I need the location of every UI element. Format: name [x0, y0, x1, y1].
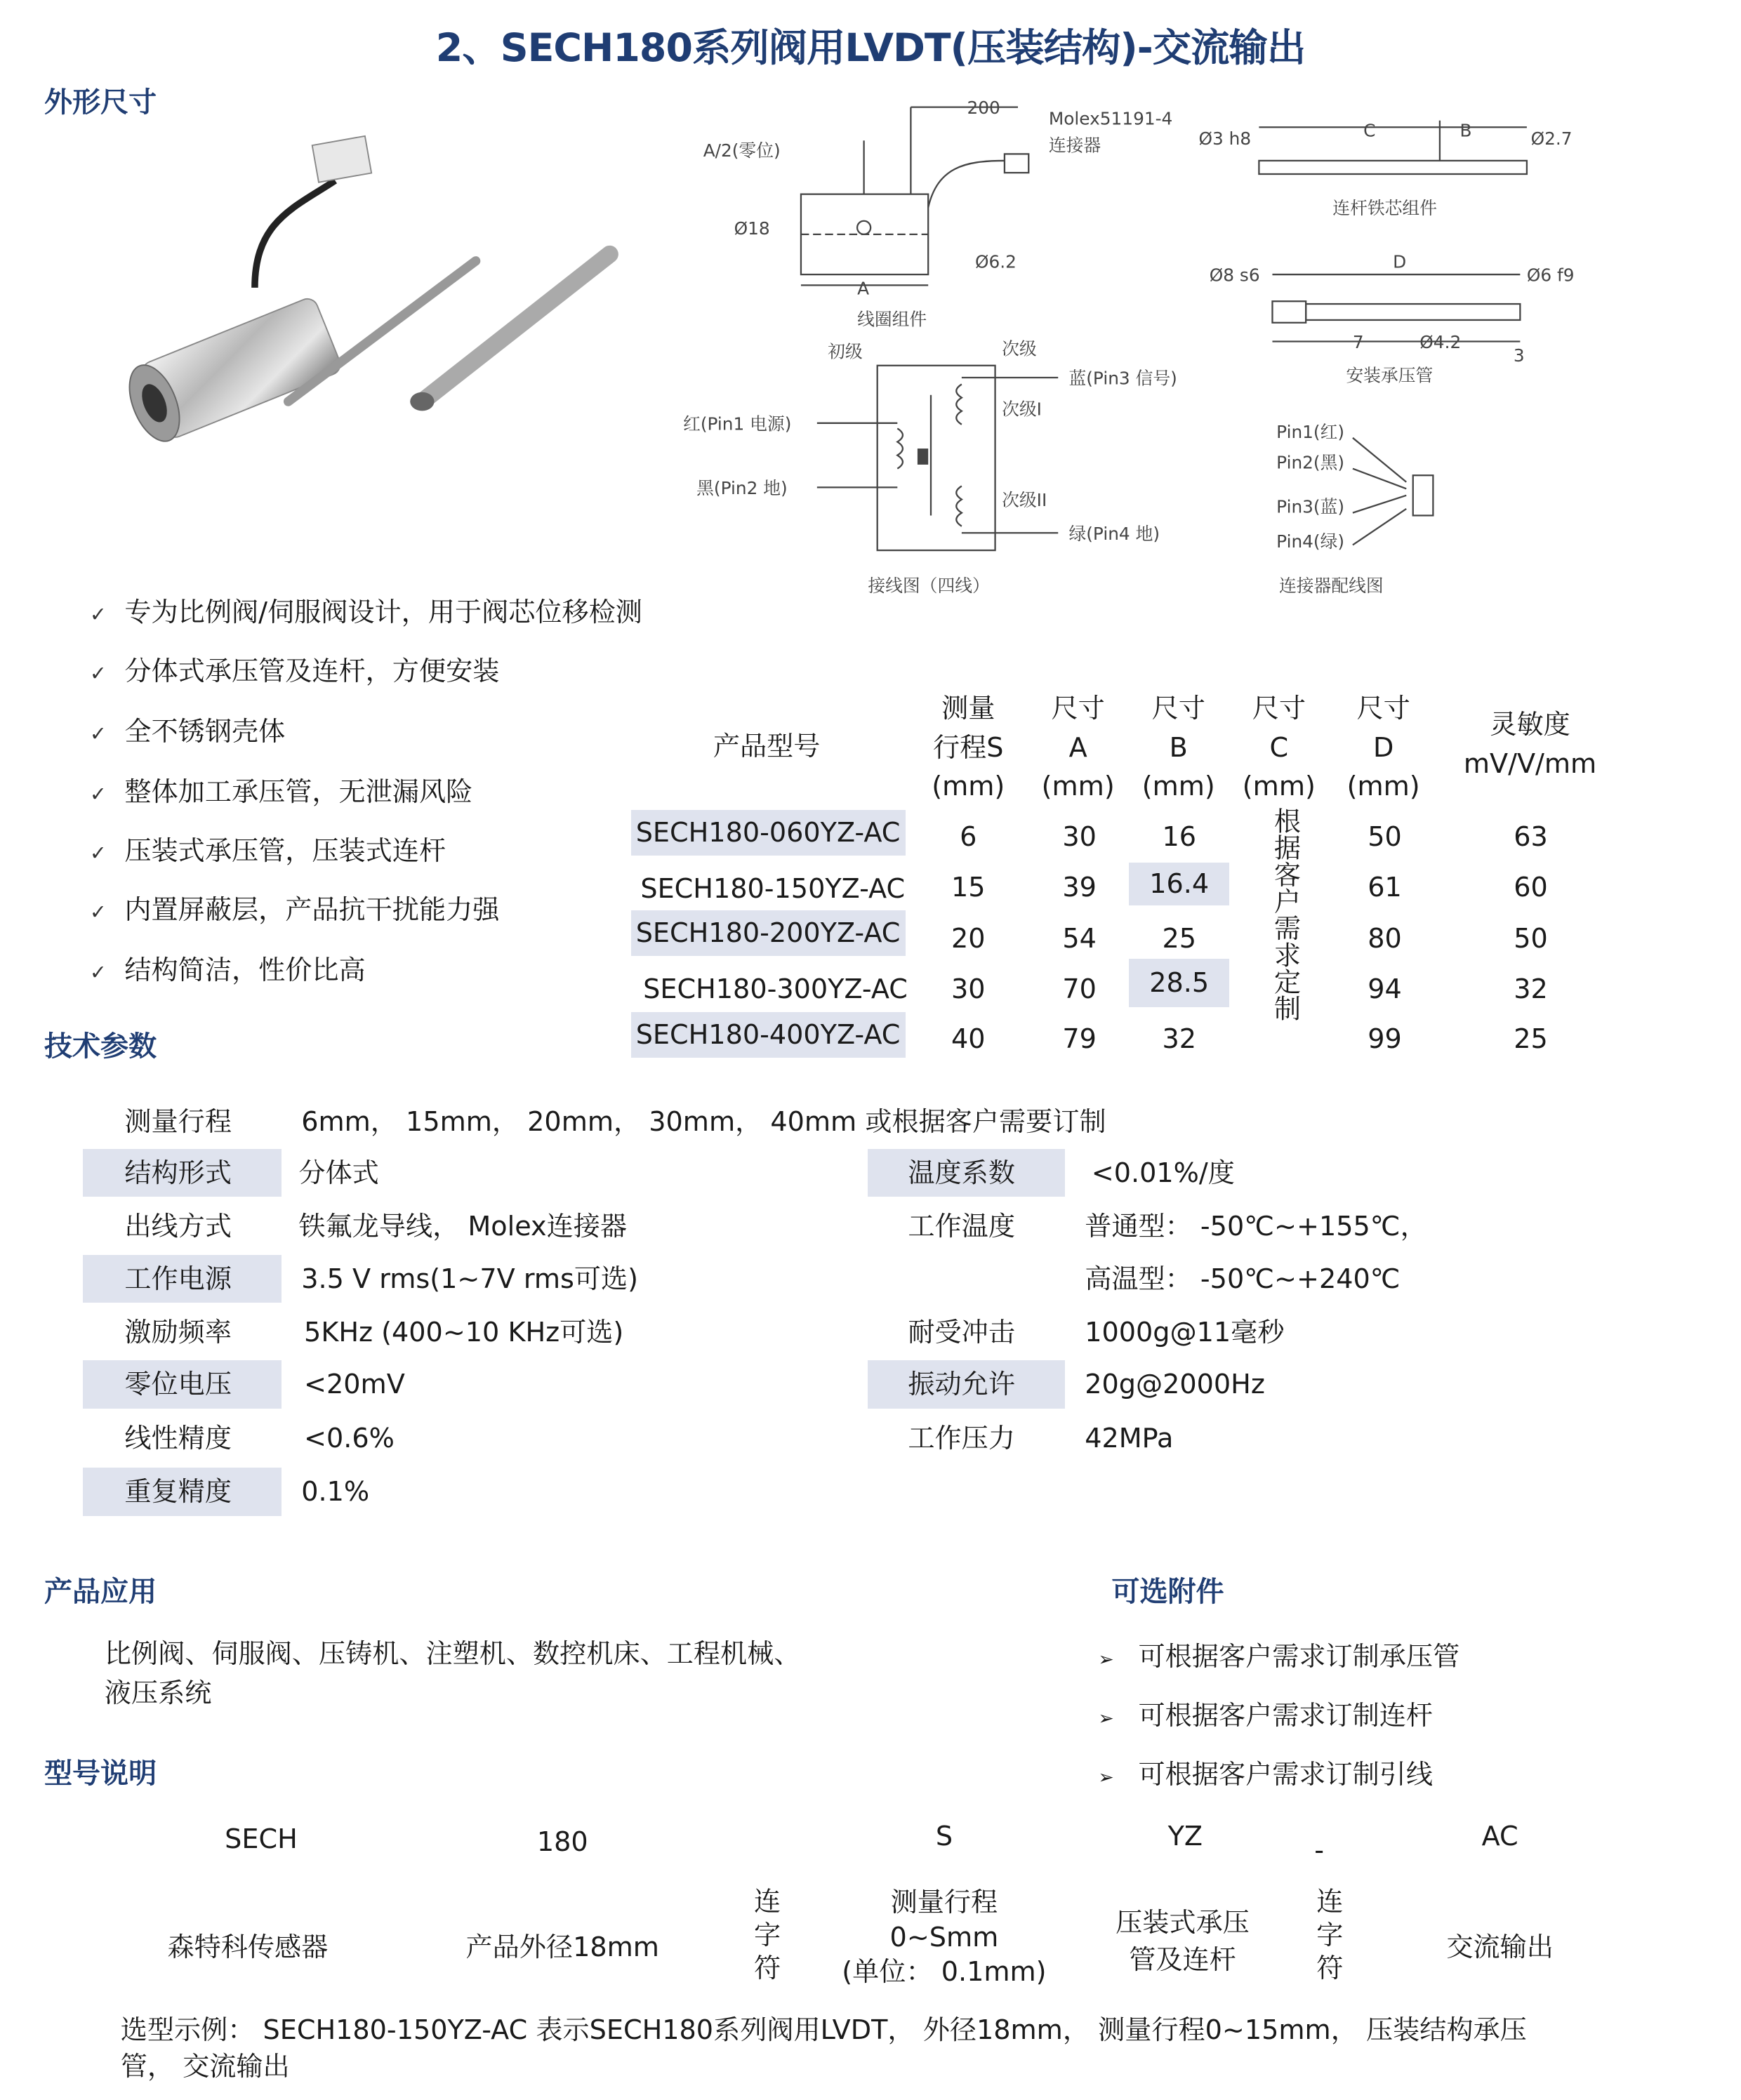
primary: 初级: [827, 341, 863, 362]
d-cell: 80: [1368, 922, 1402, 954]
param-label: 结构形式: [124, 1157, 232, 1188]
pin3-label: 蓝(Pin3 信号): [1068, 368, 1177, 389]
pin4g: Pin4(绿): [1276, 531, 1344, 552]
param-value: 分体式: [298, 1157, 379, 1188]
accessory-item: ➢ 可根据客户需求订制引线: [1098, 1759, 1434, 1790]
b-cell: 25: [1162, 922, 1196, 954]
param-value: 普通型： -50℃~+155℃，: [1085, 1211, 1427, 1242]
d18: Ø18: [734, 218, 770, 239]
code-part-sech: SECH: [225, 1823, 298, 1855]
th-stroke: 测量 行程S (mm): [932, 693, 1005, 802]
d27: Ø2.7: [1530, 128, 1573, 149]
code-part-ac: AC: [1481, 1821, 1518, 1852]
product-photo: [94, 127, 656, 448]
code-part-yz: YZ: [1167, 1821, 1203, 1852]
sensitivity-cell: 25: [1514, 1023, 1548, 1054]
selection-example: 选型示例： SECH180-150YZ-AC 表示SECH180系列阀用LVDT， 外径18mm， 测量行程0~15mm， 压装结构承压 管， 交流输出: [120, 2014, 1527, 2082]
secondary: 次级: [1001, 338, 1037, 359]
tube-caption: 安装承压管: [1346, 365, 1434, 386]
param-label: 重复精度: [124, 1475, 232, 1507]
model-cell: SECH180-300YZ-AC: [643, 973, 908, 1005]
code-dash: -: [1314, 1834, 1324, 1866]
coil-caption: 线圈组件: [856, 309, 927, 330]
b-cell: 32: [1162, 1023, 1196, 1054]
d-cell: 99: [1368, 1023, 1402, 1054]
conn-caption: 连接器配线图: [1278, 576, 1384, 597]
sensitivity-cell: 63: [1514, 820, 1548, 852]
arrow-bullet-icon: ➢: [1098, 1708, 1114, 1730]
param-value: 20g@2000Hz: [1085, 1369, 1265, 1400]
param-label: 振动允许: [908, 1369, 1015, 1400]
model-cell: SECH180-200YZ-AC: [631, 910, 906, 956]
param-label: 零位电压: [124, 1369, 232, 1400]
dim-200: 200: [967, 98, 1000, 119]
feature-item: ✓ 结构简洁，性价比高: [89, 954, 366, 985]
d6f9: Ø6 f9: [1526, 265, 1575, 286]
a-half: A/2(零位): [703, 140, 781, 161]
check-icon: ✓: [89, 840, 107, 865]
param-label: 耐受冲击: [908, 1316, 1015, 1348]
wiring-caption: 接线图（四线）: [868, 576, 990, 597]
c-label: C: [1363, 120, 1376, 141]
d-label: D: [1392, 251, 1407, 272]
param-value: 5KHz (400~10 KHz可选): [304, 1316, 624, 1348]
section-tech-heading: 技术参数: [44, 1030, 157, 1063]
feature-item: ✓ 分体式承压管及连杆，方便安装: [89, 656, 500, 687]
check-icon: ✓: [89, 602, 107, 627]
app-text: 比例阀、伺服阀、压铸机、注塑机、数控机床、工程机械、 液压系统: [104, 1638, 801, 1708]
check-icon: ✓: [89, 781, 107, 806]
code-part-s: S: [935, 1821, 953, 1852]
d-cell: 50: [1368, 820, 1402, 852]
model-cell: SECH180-400YZ-AC: [631, 1012, 906, 1058]
param-value: 6mm， 15mm， 20mm， 30mm， 40mm 或根据客户需要订制: [301, 1106, 1106, 1138]
stroke-cell: 30: [951, 973, 986, 1005]
param-label: 激励频率: [124, 1316, 232, 1348]
feature-item: ✓ 整体加工承压管，无泄漏风险: [89, 776, 473, 807]
param-value: <20mV: [304, 1369, 405, 1400]
param-label: 线性精度: [124, 1422, 232, 1454]
d-cell: 94: [1368, 973, 1402, 1005]
desc-diameter: 产品外径18mm: [465, 1932, 659, 1963]
check-icon: ✓: [89, 722, 107, 746]
sec2: 次级II: [1001, 490, 1047, 511]
rod-caption: 连杆铁芯组件: [1332, 198, 1437, 219]
d3h8: Ø3 h8: [1198, 128, 1252, 149]
a-cell: 30: [1062, 820, 1097, 852]
param-value: 高温型： -50℃~+240℃: [1085, 1263, 1401, 1294]
param-value: 1000g@11毫秒: [1085, 1316, 1285, 1348]
d8s6: Ø8 s6: [1209, 265, 1260, 286]
code-part-180: 180: [536, 1826, 588, 1858]
param-label: 测量行程: [124, 1106, 232, 1138]
th-model: 产品型号: [713, 730, 821, 762]
param-value: 铁氟龙导线， Molex连接器: [298, 1211, 628, 1242]
param-value: 3.5 V rms(1~7V rms可选): [301, 1263, 639, 1294]
stroke-cell: 6: [960, 820, 977, 852]
pin1-label: 红(Pin1 电源): [682, 413, 792, 434]
d42: Ø4.2: [1419, 332, 1462, 352]
desc-stroke: 测量行程 0~Smm (单位： 0.1mm): [842, 1887, 1047, 1988]
pin2-label: 黑(Pin2 地): [696, 477, 788, 498]
pin1r: Pin1(红): [1276, 421, 1344, 442]
desc-brand: 森特科传感器: [167, 1932, 329, 1963]
a-cell: 70: [1062, 973, 1097, 1005]
feature-item: ✓ 专为比例阀/伺服阀设计，用于阀芯位移检测: [89, 597, 642, 628]
a-cell: 54: [1062, 922, 1097, 954]
three: 3: [1513, 345, 1525, 366]
th-d: 尺寸 D (mm): [1346, 693, 1420, 802]
accessory-item: ➢ 可根据客户需求订制承压管: [1098, 1641, 1460, 1673]
section-acc-heading: 可选附件: [1111, 1575, 1224, 1608]
param-label: 工作压力: [908, 1422, 1015, 1454]
b-cell: 28.5: [1129, 959, 1229, 1007]
sec1: 次级I: [1001, 399, 1042, 420]
d-cell: 61: [1368, 872, 1402, 903]
connector-cn: 连接器: [1048, 135, 1101, 156]
param-label: 温度系数: [908, 1157, 1015, 1188]
accessory-item: ➢ 可根据客户需求订制连杆: [1098, 1700, 1434, 1732]
pin4-label: 绿(Pin4 地): [1068, 523, 1160, 544]
model-cell: SECH180-150YZ-AC: [640, 873, 906, 905]
pin2b: Pin2(黑): [1276, 452, 1344, 473]
section-outline-heading: 外形尺寸: [44, 86, 157, 119]
a-cell: 79: [1062, 1023, 1097, 1054]
connector-model: Molex51191-4: [1048, 108, 1173, 129]
param-label: 工作温度: [908, 1211, 1015, 1242]
check-icon: ✓: [89, 959, 107, 984]
sensitivity-cell: 60: [1514, 872, 1548, 903]
feature-item: ✓ 内置屏蔽层，产品抗干扰能力强: [89, 893, 500, 925]
pin3b: Pin3(蓝): [1276, 496, 1344, 517]
technical-drawing: [670, 87, 1607, 609]
param-value: 42MPa: [1085, 1422, 1174, 1454]
stroke-cell: 20: [951, 922, 986, 954]
th-a: 尺寸 A (mm): [1041, 693, 1115, 802]
b-label: B: [1459, 120, 1472, 141]
model-cell: SECH180-060YZ-AC: [631, 810, 906, 856]
b-cell: 16.4: [1129, 863, 1229, 905]
th-b: 尺寸 B (mm): [1141, 693, 1215, 802]
desc-press-fit: 压装式承压 管及连杆: [1116, 1906, 1250, 1976]
check-icon: ✓: [89, 899, 107, 924]
desc-ac-output: 交流输出: [1446, 1932, 1554, 1963]
arrow-bullet-icon: ➢: [1098, 1767, 1114, 1789]
arrow-bullet-icon: ➢: [1098, 1649, 1114, 1671]
check-icon: ✓: [89, 661, 107, 686]
section-model-heading: 型号说明: [44, 1757, 157, 1790]
seven: 7: [1352, 332, 1364, 352]
c-custom-note: 根据客户需求定制: [1269, 807, 1301, 1022]
sensitivity-cell: 50: [1514, 922, 1548, 954]
param-value: <0.6%: [304, 1422, 395, 1454]
page-title: 2、SECH180系列阀用LVDT(压装结构)-交流输出: [435, 25, 1306, 71]
th-c: 尺寸 C (mm): [1242, 693, 1316, 802]
param-label: 工作电源: [124, 1263, 232, 1294]
a-cell: 39: [1062, 872, 1097, 903]
d62: Ø6.2: [974, 251, 1017, 272]
th-sensitivity: 灵敏度 mV/V/mm: [1463, 709, 1597, 779]
feature-item: ✓ 压装式承压管，压装式连杆: [89, 835, 446, 866]
b-cell: 16: [1162, 820, 1196, 852]
param-value: 0.1%: [301, 1475, 370, 1507]
desc-connector-1: 连 字 符: [754, 1886, 781, 1984]
feature-item: ✓ 全不锈钢壳体: [89, 716, 286, 747]
param-value: <0.01%/度: [1091, 1157, 1235, 1188]
a-label: A: [856, 278, 869, 299]
desc-connector-2: 连 字 符: [1316, 1886, 1344, 1984]
stroke-cell: 40: [951, 1023, 986, 1054]
sensitivity-cell: 32: [1514, 973, 1548, 1005]
stroke-cell: 15: [951, 872, 986, 903]
param-label: 出线方式: [124, 1211, 232, 1242]
section-app-heading: 产品应用: [44, 1575, 157, 1608]
